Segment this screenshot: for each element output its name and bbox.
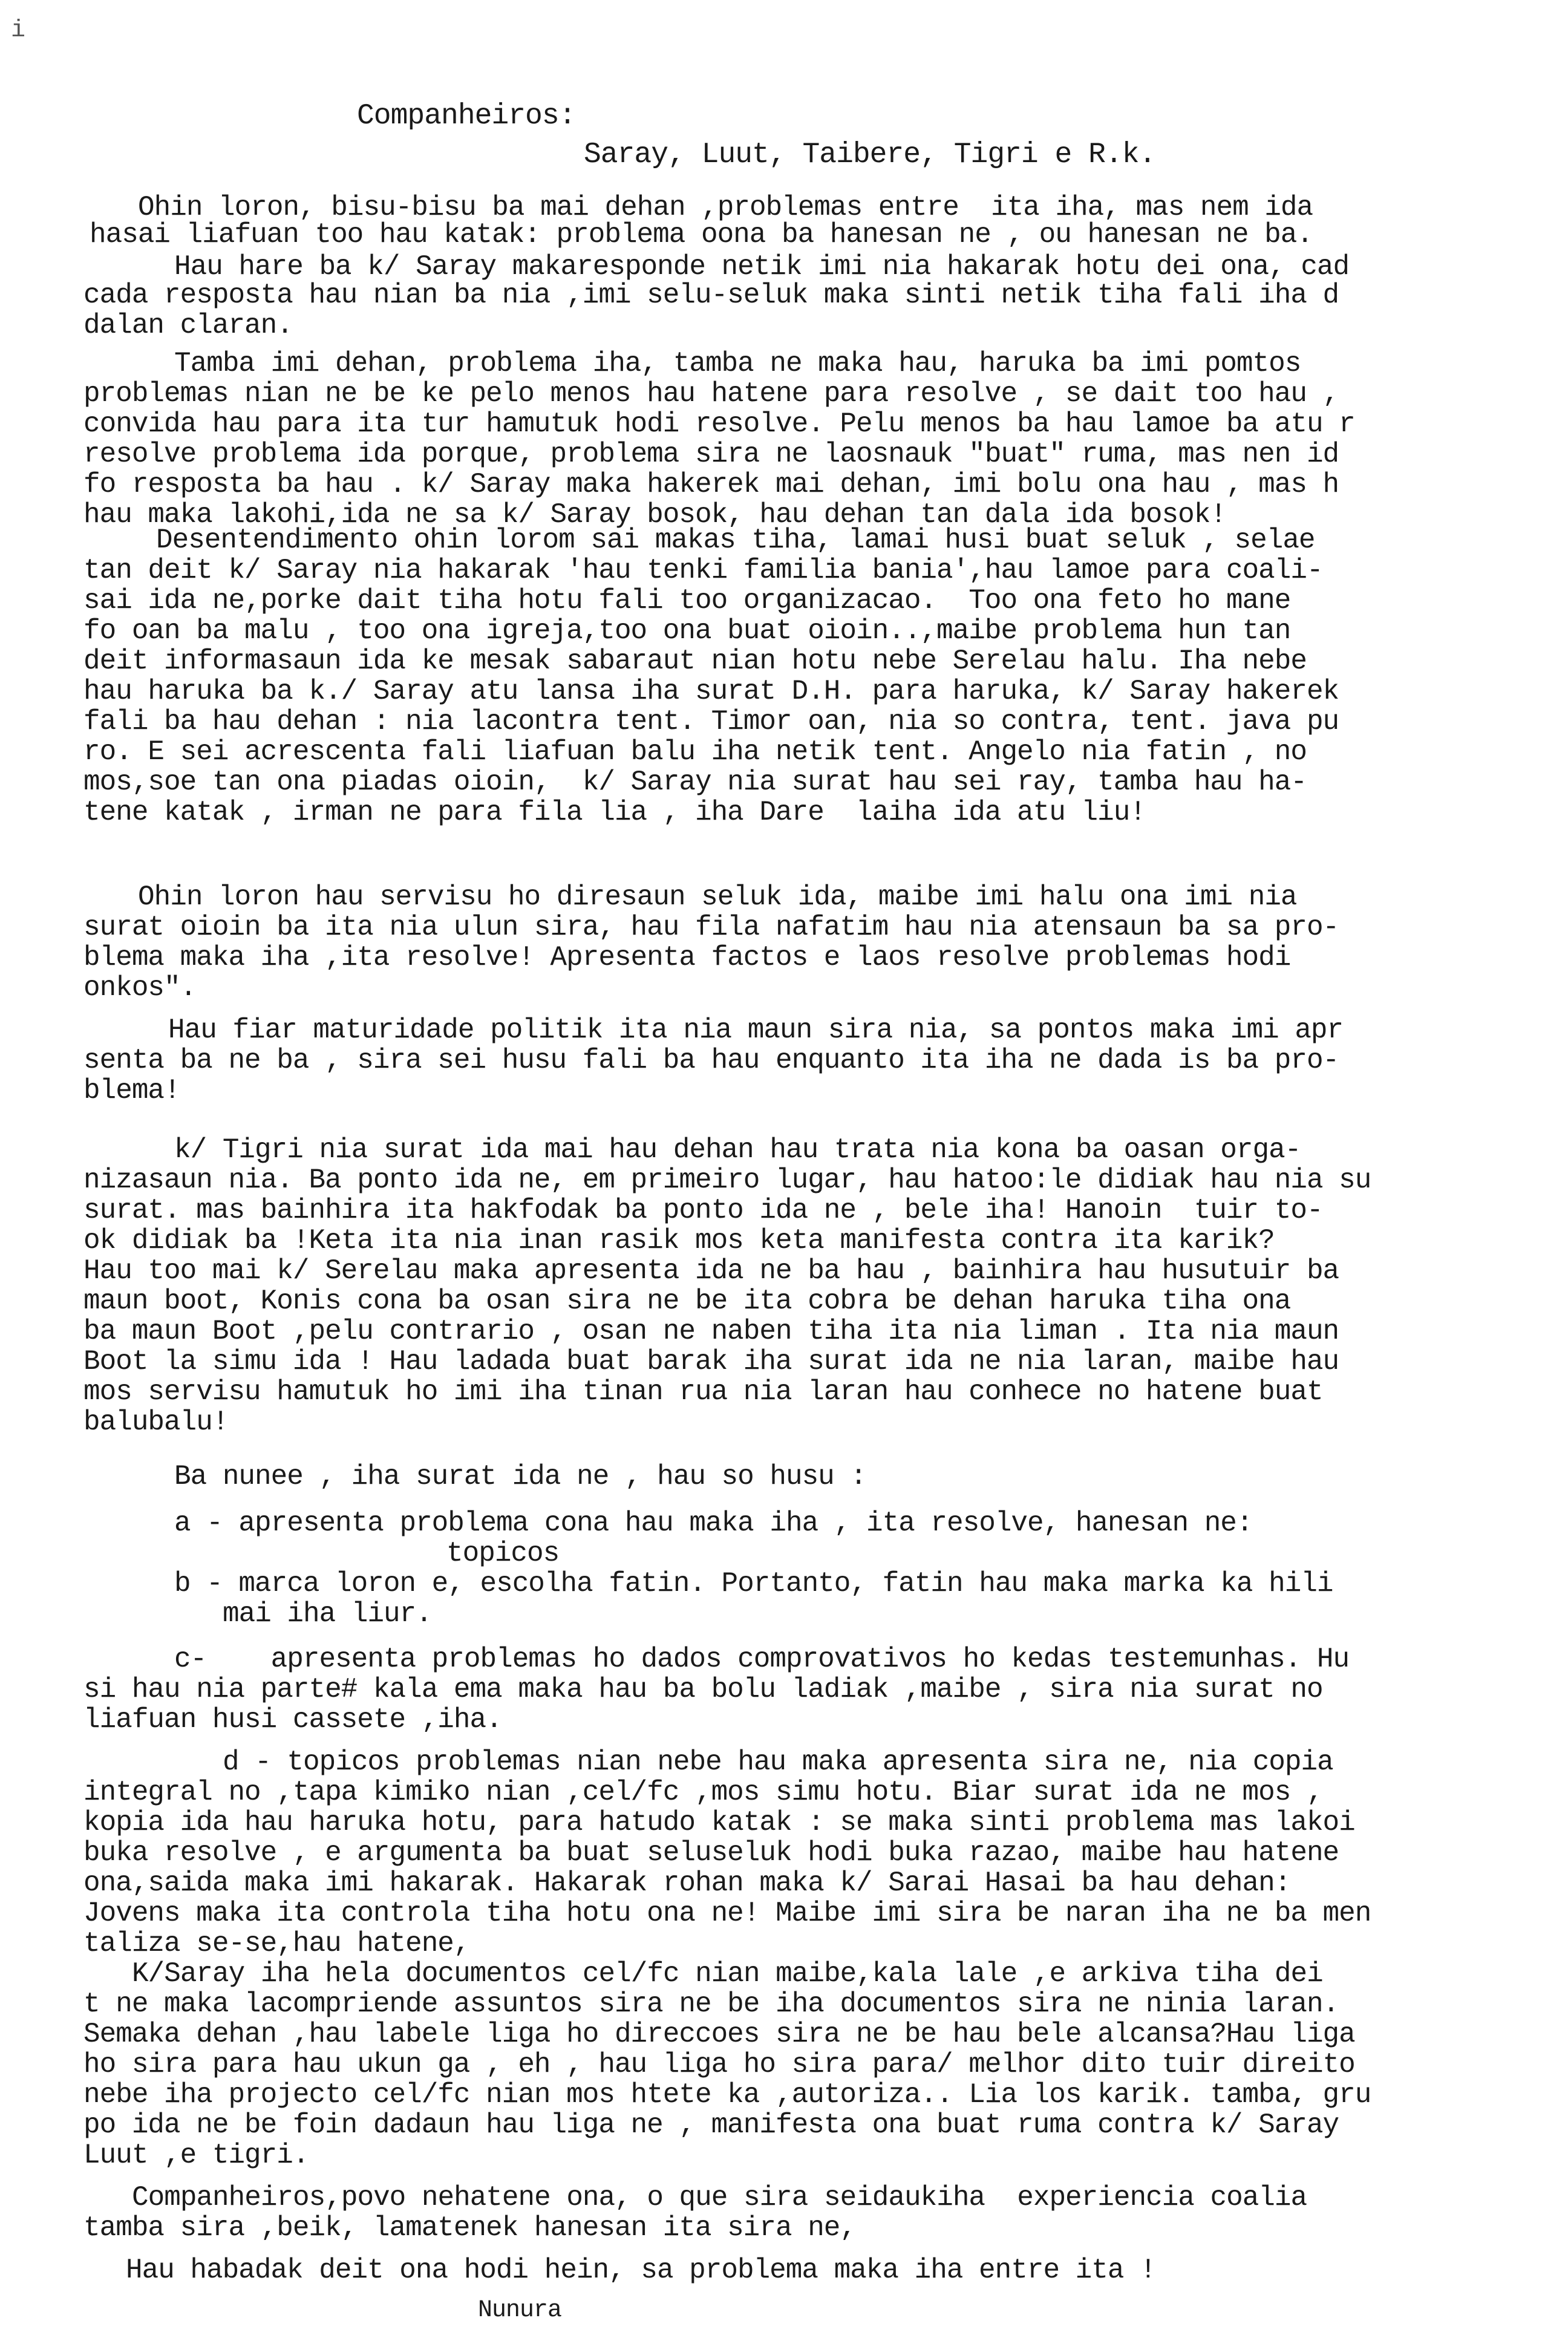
paragraph-1-line: hasai liafuan too hau katak: problema oona ba hanesan ne , ou hanesan ne ba.: [90, 219, 1313, 250]
paragraph-3-line: mos,soe tan ona piadas oioin, k/ Saray nia surat hau sei ray, tamba hau ha-: [83, 766, 1307, 798]
paragraph-3-line: fo oan ba malu , too ona igreja,too ona buat oioin..,maibe problema hun tan: [83, 615, 1291, 647]
paragraph-2-line: fo resposta ba hau . k/ Saray maka hakerek mai dehan, imi bolu ona hau , mas h: [83, 469, 1339, 500]
paragraph-6-line: maun boot, Konis cona ba osan sira ne be ita cobra be dehan haruka tiha ona: [83, 1285, 1291, 1317]
paragraph-1-line: Ohin loron, bisu-bisu ba mai dehan ,problemas entre ita iha, mas nem ida: [138, 192, 1313, 223]
list-item-a: a - apresenta problema cona hau maka iha , ita resolve, hanesan ne:: [174, 1507, 1253, 1539]
paragraph-3-line: ro. E sei acrescenta fali liafuan balu iha netik tent. Angelo nia fatin , no: [83, 736, 1307, 768]
list-item-d: kopia ida hau haruka hotu, para hatudo katak : se maka sinti problema mas lakoi: [83, 1807, 1355, 1838]
paragraph-5-line: senta ba ne ba , sira sei husu fali ba hau enquanto ita iha ne dada is ba pro-: [83, 1045, 1339, 1076]
list-item-d: ona,saida maka imi hakarak. Hakarak rohan maka k/ Sarai Hasai ba hau dehan:: [83, 1867, 1291, 1899]
signature: Nunura: [478, 2297, 562, 2324]
list-item-d: integral no ,tapa kimiko nian ,cel/fc ,mos simu hotu. Biar surat ida ne mos ,: [83, 1777, 1323, 1808]
paragraph-3-line: deit informasaun ida ke mesak sabaraut nian hotu nebe Serelau halu. Iha nebe: [83, 645, 1307, 677]
list-item-b: mai iha liur.: [223, 1598, 432, 1630]
paragraph-6-line: nizasaun nia. Ba ponto ida ne, em primeiro lugar, hau hatoo:le didiak hau nia su: [83, 1164, 1371, 1196]
paragraph-1-line: cada resposta hau nian ba nia ,imi selu-seluk maka sinti netik tiha fali iha d: [83, 279, 1339, 311]
list-item-d: Jovens maka ita controla tiha hotu ona ne! Maibe imi sira be naran iha ne ba men: [83, 1898, 1371, 1929]
paragraph-8-line: Companheiros,povo nehatene ona, o que sira seidaukiha experiencia coalia: [132, 2182, 1307, 2213]
paragraph-4-line: Ohin loron hau servisu ho diresaun seluk ida, maibe imi halu ona imi nia: [138, 881, 1297, 913]
paragraph-6-line: ok didiak ba !Keta ita nia inan rasik mos keta manifesta contra ita karik?: [83, 1225, 1275, 1256]
list-item-b: b - marca loron e, escolha fatin. Portanto, fatin hau maka marka ka hili: [174, 1568, 1333, 1599]
paragraph-2-line: problemas nian ne be ke pelo menos hau hatene para resolve , se dait too hau ,: [83, 378, 1339, 410]
paragraph-7-line: ho sira para hau ukun ga , eh , hau liga ho sira para/ melhor dito tuir direito: [83, 2049, 1355, 2080]
paragraph-3-line: Desentendimento ohin lorom sai makas tiha, lamai husi buat seluk , selae: [156, 524, 1315, 556]
list-item-c: c- apresenta problemas ho dados comprovativos ho kedas testemunhas. Hu: [174, 1644, 1350, 1675]
paragraph-1-line: Hau hare ba k/ Saray makaresponde netik imi nia hakarak hotu dei ona, cad: [174, 251, 1350, 282]
paragraph-5-line: blema!: [83, 1075, 180, 1106]
paragraph-6-line: Hau too mai k/ Serelau maka apresenta ida ne ba hau , bainhira hau husutuir ba: [83, 1255, 1339, 1287]
list-item-d: taliza se-se,hau hatene,: [83, 1928, 470, 1959]
salutation: Companheiros:: [357, 100, 576, 132]
paragraph-2-line: Tamba imi dehan, problema iha, tamba ne maka hau, haruka ba imi pomtos: [174, 348, 1301, 379]
list-item-c: si hau nia parte# kala ema maka hau ba bolu ladiak ,maibe , sira nia surat no: [83, 1674, 1323, 1705]
paragraph-6-line: k/ Tigri nia surat ida mai hau dehan hau trata nia kona ba oasan orga-: [174, 1134, 1301, 1166]
recipients: Saray, Luut, Taibere, Tigri e R.k.: [584, 139, 1156, 171]
paragraph-2-line: resolve problema ida porque, problema sira ne laosnauk "buat" ruma, mas nen id: [83, 439, 1339, 470]
list-item-c: liafuan husi cassete ,iha.: [83, 1704, 502, 1735]
paragraph-6-line: Boot la simu ida ! Hau ladada buat barak iha surat ida ne nia laran, maibe hau: [83, 1346, 1339, 1377]
margin-mark: i: [11, 17, 26, 44]
list-item-d: buka resolve , e argumenta ba buat seluseluk hodi buka razao, maibe hau hatene: [83, 1837, 1339, 1869]
paragraph-3-line: tan deit k/ Saray nia hakarak 'hau tenki familia bania',hau lamoe para coali-: [83, 555, 1323, 586]
paragraph-7-line: po ida ne be foin dadaun hau liga ne , manifesta ona buat ruma contra k/ Saray: [83, 2109, 1339, 2141]
paragraph-4-line: blema maka iha ,ita resolve! Apresenta factos e laos resolve problemas hodi: [83, 942, 1291, 973]
paragraph-7-line: nebe iha projecto cel/fc nian mos htete ka ,autoriza.. Lia los karik. tamba, gru: [83, 2079, 1371, 2111]
list-intro: Ba nunee , iha surat ida ne , hau so husu :: [174, 1461, 866, 1492]
closing-line: Hau habadak deit ona hodi hein, sa problema maka iha entre ita !: [126, 2254, 1156, 2286]
paragraph-5-line: Hau fiar maturidade politik ita nia maun sira nia, sa pontos maka imi apr: [168, 1014, 1344, 1046]
paragraph-2-line: convida hau para ita tur hamutuk hodi resolve. Pelu menos ba hau lamoe ba atu r: [83, 408, 1355, 440]
paragraph-3-line: tene katak , irman ne para fila lia , iha Dare laiha ida atu liu!: [83, 797, 1146, 828]
paragraph-6-line: ba maun Boot ,pelu contrario , osan ne naben tiha ita nia liman . Ita nia maun: [83, 1316, 1339, 1347]
paragraph-2-line: hau maka lakohi,ida ne sa k/ Saray bosok, hau dehan tan dala ida bosok!: [83, 499, 1226, 531]
paragraph-6-line: surat. mas bainhira ita hakfodak ba ponto ida ne , bele iha! Hanoin tuir to-: [83, 1195, 1323, 1226]
paragraph-3-line: fali ba hau dehan : nia lacontra tent. Timor oan, nia so contra, tent. java pu: [83, 706, 1339, 737]
paragraph-3-line: sai ida ne,porke dait tiha hotu fali too organizacao. Too ona feto ho mane: [83, 585, 1291, 616]
paragraph-7-line: Luut ,e tigri.: [83, 2140, 309, 2171]
paragraph-1-line: dalan claran.: [83, 310, 293, 341]
paragraph-7-line: K/Saray iha hela documentos cel/fc nian maibe,kala lale ,e arkiva tiha dei: [132, 1958, 1323, 1990]
paragraph-7-line: t ne maka lacompriende assuntos sira ne be iha documentos sira ne ninia laran.: [83, 1988, 1339, 2020]
paragraph-6-line: balubalu!: [83, 1406, 229, 1438]
paragraph-3-line: hau haruka ba k./ Saray atu lansa iha surat D.H. para haruka, k/ Saray hakerek: [83, 676, 1339, 707]
list-item-a-topicos: topicos: [446, 1538, 560, 1569]
paragraph-4-line: surat oioin ba ita nia ulun sira, hau fila nafatim hau nia atensaun ba sa pro-: [83, 912, 1339, 943]
paragraph-8-line: tamba sira ,beik, lamatenek hanesan ita sira ne,: [83, 2212, 857, 2244]
list-item-d: d - topicos problemas nian nebe hau maka apresenta sira ne, nia copia: [223, 1746, 1333, 1778]
paragraph-7-line: Semaka dehan ,hau labele liga ho direccoes sira ne be hau bele alcansa?Hau liga: [83, 2019, 1355, 2050]
paragraph-4-line: onkos".: [83, 972, 197, 1004]
paragraph-6-line: mos servisu hamutuk ho imi iha tinan rua nia laran hau conhece no hatene buat: [83, 1376, 1323, 1408]
